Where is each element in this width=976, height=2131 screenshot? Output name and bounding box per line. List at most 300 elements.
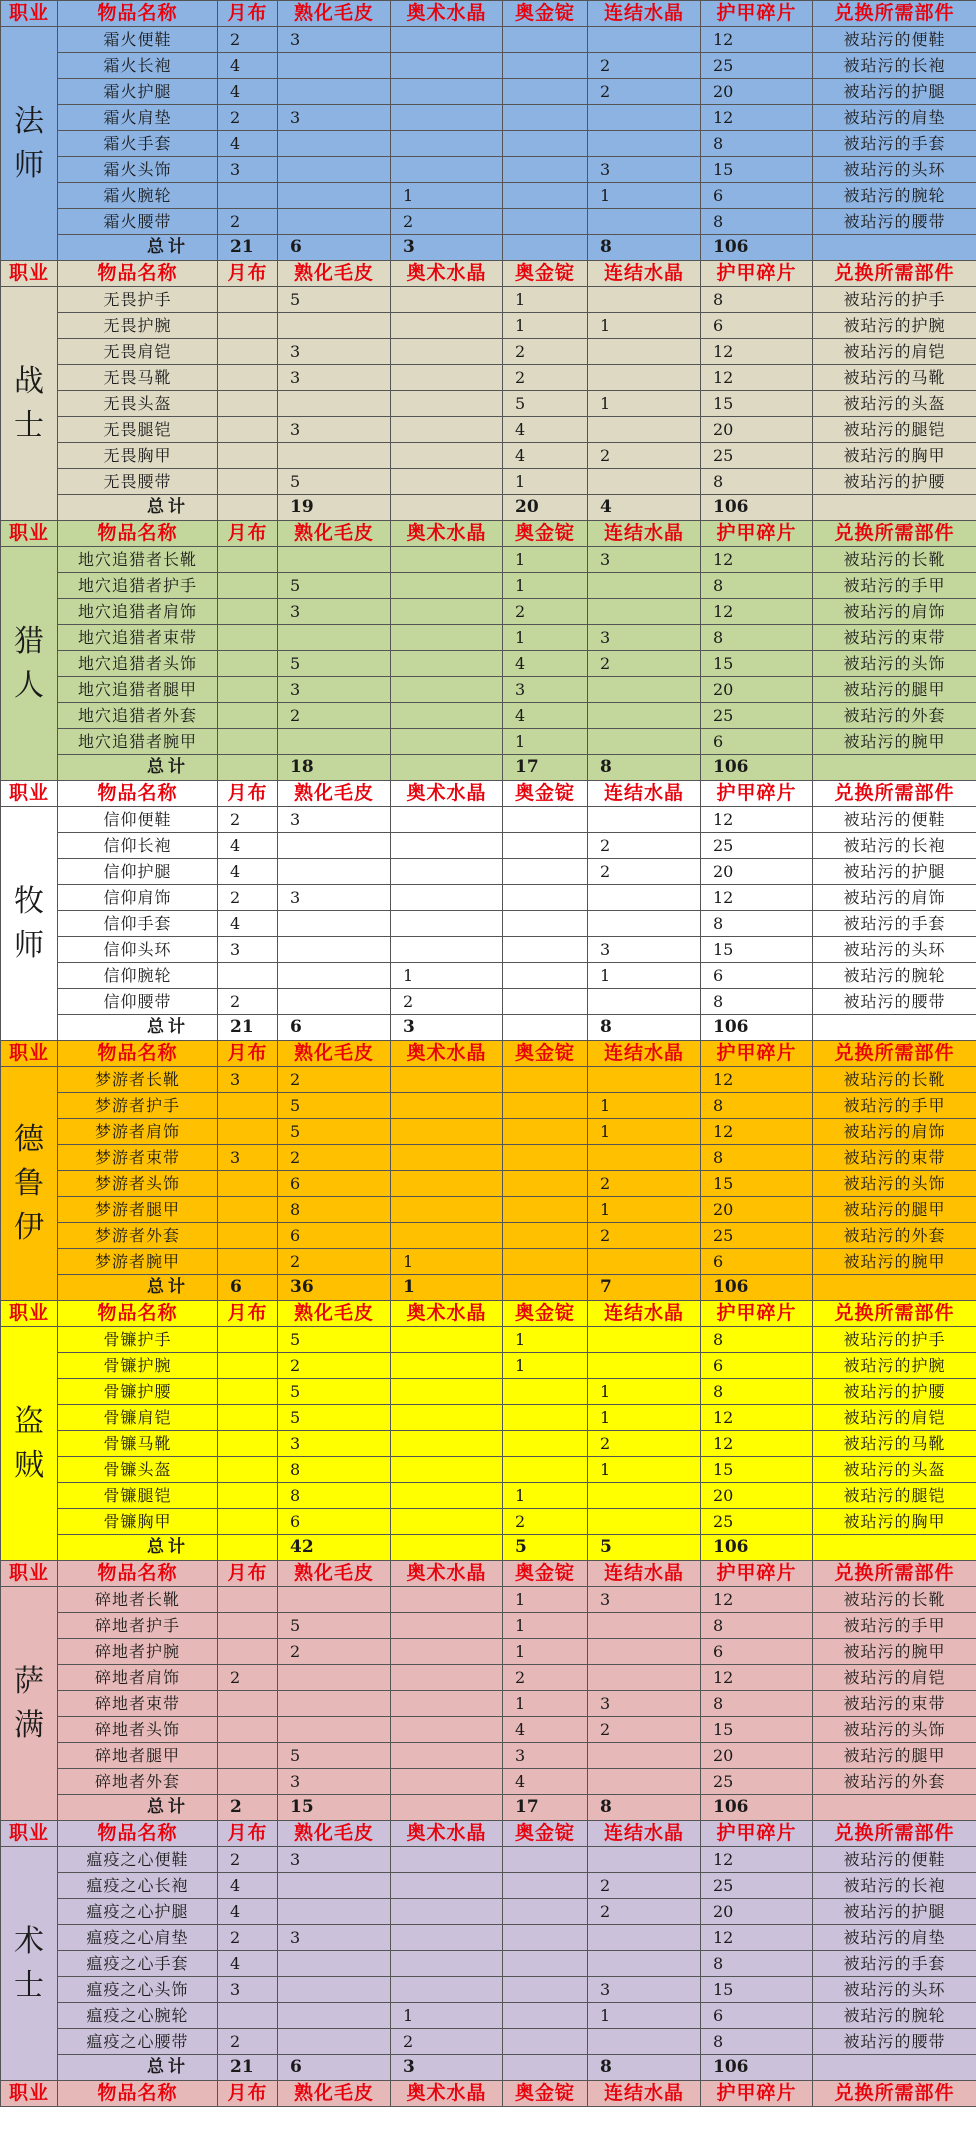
material-count: 5: [278, 1743, 391, 1769]
exchange-part: 被玷污的外套: [813, 1769, 976, 1795]
exchange-part: 被玷污的长袍: [813, 1873, 976, 1899]
exchange-part: 被玷污的腕甲: [813, 1249, 976, 1275]
material-count: [588, 105, 701, 131]
material-count: [588, 989, 701, 1015]
material-count: [218, 1171, 278, 1197]
item-name: 信仰手套: [58, 911, 218, 937]
material-count: [503, 911, 588, 937]
material-count: [588, 703, 701, 729]
total-value: [813, 1015, 976, 1041]
material-count: 2: [218, 27, 278, 53]
total-value: [391, 495, 503, 521]
material-count: [278, 911, 391, 937]
item-name: 霜火便鞋: [58, 27, 218, 53]
total-value: [813, 1535, 976, 1561]
material-count: 8: [278, 1483, 391, 1509]
material-count: [218, 365, 278, 391]
total-row: [1, 1275, 976, 1301]
material-count: 12: [701, 547, 813, 573]
material-count: 3: [218, 937, 278, 963]
material-count: [391, 1925, 503, 1951]
total-value: [391, 755, 503, 781]
exchange-part: 被玷污的手甲: [813, 1613, 976, 1639]
material-count: [391, 651, 503, 677]
header-arcanite-bar: 奥金锭: [503, 1, 588, 27]
header-job: 职业: [1, 1561, 58, 1587]
header-exchange-part: 兑换所需部件: [813, 521, 976, 547]
item-name: 地穴追猎者束带: [58, 625, 218, 651]
material-count: 1: [503, 287, 588, 313]
header-nexus-crystal: 连结水晶: [588, 2081, 701, 2107]
material-count: 1: [503, 1353, 588, 1379]
material-count: [391, 417, 503, 443]
total-value: 106: [701, 2055, 813, 2081]
material-count: 1: [391, 1249, 503, 1275]
material-count: [391, 937, 503, 963]
material-count: 6: [701, 313, 813, 339]
header-leather: 熟化毛皮: [278, 1, 391, 27]
material-count: 1: [588, 1457, 701, 1483]
total-label: 总计: [58, 235, 218, 261]
item-name: 霜火长袍: [58, 53, 218, 79]
material-count: [391, 105, 503, 131]
material-count: 15: [701, 1457, 813, 1483]
total-value: [391, 1795, 503, 1821]
total-value: [813, 2055, 976, 2081]
item-name: 碎地者护手: [58, 1613, 218, 1639]
material-count: [503, 1873, 588, 1899]
material-count: [218, 1457, 278, 1483]
item-name: 无畏腰带: [58, 469, 218, 495]
material-count: [391, 1171, 503, 1197]
material-count: [391, 1509, 503, 1535]
total-value: 19: [278, 495, 391, 521]
total-value: 17: [503, 755, 588, 781]
material-count: 8: [701, 1613, 813, 1639]
material-count: 3: [503, 1743, 588, 1769]
item-name: 无畏马靴: [58, 365, 218, 391]
item-name: 瘟疫之心便鞋: [58, 1847, 218, 1873]
material-count: [503, 1067, 588, 1093]
table-row: [1, 417, 976, 443]
total-value: [503, 1275, 588, 1301]
material-count: [391, 1457, 503, 1483]
material-count: 1: [503, 1483, 588, 1509]
material-count: [218, 677, 278, 703]
material-count: [588, 1847, 701, 1873]
table-row: [1, 209, 976, 235]
material-count: [391, 599, 503, 625]
material-count: [503, 53, 588, 79]
material-count: 3: [278, 677, 391, 703]
material-count: 8: [701, 1951, 813, 1977]
material-count: 15: [701, 1171, 813, 1197]
material-count: 1: [503, 1691, 588, 1717]
material-count: 12: [701, 365, 813, 391]
material-count: [503, 1925, 588, 1951]
material-count: 2: [391, 2029, 503, 2055]
material-count: [278, 989, 391, 1015]
header-moonweave: 月布: [218, 1561, 278, 1587]
header-item-name: 物品名称: [58, 1561, 218, 1587]
material-count: 1: [503, 1587, 588, 1613]
material-count: [588, 417, 701, 443]
total-row: [1, 235, 976, 261]
material-count: [278, 859, 391, 885]
material-count: 20: [701, 79, 813, 105]
material-count: 2: [588, 443, 701, 469]
material-count: [391, 1587, 503, 1613]
table-row: [1, 729, 976, 755]
material-count: 12: [701, 1587, 813, 1613]
total-value: 21: [218, 2055, 278, 2081]
material-count: [391, 1691, 503, 1717]
material-count: [588, 573, 701, 599]
item-name: 瘟疫之心肩垫: [58, 1925, 218, 1951]
material-count: 12: [701, 1925, 813, 1951]
material-count: [278, 833, 391, 859]
material-count: 1: [503, 573, 588, 599]
item-name: 霜火头饰: [58, 157, 218, 183]
material-count: [588, 365, 701, 391]
table-row: [1, 547, 976, 573]
material-count: 3: [278, 417, 391, 443]
table-row: [1, 573, 976, 599]
header-leather: 熟化毛皮: [278, 781, 391, 807]
material-count: [218, 1223, 278, 1249]
exchange-part: 被玷污的手套: [813, 911, 976, 937]
material-count: [218, 1769, 278, 1795]
material-count: [218, 1691, 278, 1717]
material-count: 2: [218, 1665, 278, 1691]
table-row: [1, 53, 976, 79]
material-count: 1: [588, 1405, 701, 1431]
item-name: 地穴追猎者腿甲: [58, 677, 218, 703]
total-value: 8: [588, 2055, 701, 2081]
job-name: 战士: [1, 287, 58, 521]
material-count: 20: [701, 859, 813, 885]
table-row: [1, 1951, 976, 1977]
material-count: 4: [218, 131, 278, 157]
material-count: [218, 339, 278, 365]
item-name: 地穴追猎者护手: [58, 573, 218, 599]
material-count: 3: [588, 937, 701, 963]
material-count: [391, 339, 503, 365]
material-count: [588, 911, 701, 937]
material-count: [218, 469, 278, 495]
total-value: [218, 1535, 278, 1561]
material-count: 3: [588, 547, 701, 573]
material-count: 4: [218, 859, 278, 885]
material-count: [503, 209, 588, 235]
material-count: 25: [701, 443, 813, 469]
material-count: [218, 1509, 278, 1535]
material-count: 4: [218, 833, 278, 859]
material-count: [218, 183, 278, 209]
item-name: 瘟疫之心手套: [58, 1951, 218, 1977]
material-count: [391, 859, 503, 885]
header-arcanite-bar: 奥金锭: [503, 261, 588, 287]
material-count: [588, 27, 701, 53]
material-count: 5: [278, 1327, 391, 1353]
material-count: [588, 2029, 701, 2055]
material-count: [503, 807, 588, 833]
material-count: [391, 1769, 503, 1795]
exchange-part: 被玷污的腕轮: [813, 2003, 976, 2029]
item-name: 信仰腰带: [58, 989, 218, 1015]
material-count: 5: [278, 469, 391, 495]
header-row: [1, 261, 976, 287]
total-value: 17: [503, 1795, 588, 1821]
total-value: 6: [278, 235, 391, 261]
material-count: 3: [218, 1067, 278, 1093]
table-row: [1, 1691, 976, 1717]
material-count: [218, 599, 278, 625]
exchange-part: 被玷污的头饰: [813, 1717, 976, 1743]
material-count: [278, 157, 391, 183]
item-name: 无畏头盔: [58, 391, 218, 417]
material-count: 25: [701, 1769, 813, 1795]
material-count: 2: [218, 2029, 278, 2055]
exchange-part: 被玷污的腕轮: [813, 963, 976, 989]
header-exchange-part: 兑换所需部件: [813, 2081, 976, 2107]
material-count: [391, 833, 503, 859]
material-count: [588, 287, 701, 313]
material-count: [588, 131, 701, 157]
total-label: 总计: [58, 1015, 218, 1041]
total-value: 21: [218, 1015, 278, 1041]
material-count: [503, 1171, 588, 1197]
table-row: [1, 625, 976, 651]
material-count: 12: [701, 27, 813, 53]
table-row: [1, 1509, 976, 1535]
material-count: [391, 1431, 503, 1457]
total-row: [1, 1535, 976, 1561]
header-nexus-crystal: 连结水晶: [588, 1301, 701, 1327]
header-arcane-crystal: 奥术水晶: [391, 1041, 503, 1067]
material-count: 8: [701, 1093, 813, 1119]
total-label: 总计: [58, 1795, 218, 1821]
item-name: 无畏护手: [58, 287, 218, 313]
material-count: [218, 2003, 278, 2029]
material-count: 3: [278, 1431, 391, 1457]
header-row: [1, 1821, 976, 1847]
total-value: [813, 755, 976, 781]
material-count: 8: [701, 911, 813, 937]
material-count: [278, 391, 391, 417]
table-row: [1, 599, 976, 625]
material-count: [503, 937, 588, 963]
material-count: [503, 79, 588, 105]
material-count: 2: [588, 651, 701, 677]
item-name: 骨镰头盔: [58, 1457, 218, 1483]
exchange-part: 被玷污的护腿: [813, 859, 976, 885]
item-name: 信仰肩饰: [58, 885, 218, 911]
material-count: 12: [701, 339, 813, 365]
material-count: [588, 1925, 701, 1951]
material-count: 5: [278, 1119, 391, 1145]
exchange-part: 被玷污的腰带: [813, 2029, 976, 2055]
exchange-part: 被玷污的肩饰: [813, 599, 976, 625]
material-count: 2: [278, 703, 391, 729]
item-name: 梦游者护手: [58, 1093, 218, 1119]
section-druid: [1, 1041, 976, 1301]
item-name: 碎地者束带: [58, 1691, 218, 1717]
material-count: 2: [588, 53, 701, 79]
material-count: [391, 157, 503, 183]
header-row: [1, 1, 976, 27]
material-count: 1: [588, 1119, 701, 1145]
total-value: 106: [701, 1535, 813, 1561]
table-row: [1, 1613, 976, 1639]
material-count: [588, 1743, 701, 1769]
material-count: [391, 27, 503, 53]
header-row: [1, 2081, 976, 2107]
total-value: 6: [278, 1015, 391, 1041]
exchange-part: 被玷污的头饰: [813, 651, 976, 677]
total-value: 21: [218, 235, 278, 261]
material-count: 6: [278, 1171, 391, 1197]
material-count: 8: [701, 469, 813, 495]
material-count: 15: [701, 1717, 813, 1743]
material-count: 4: [218, 1899, 278, 1925]
total-label: 总计: [58, 1275, 218, 1301]
material-count: [391, 53, 503, 79]
material-count: [278, 2029, 391, 2055]
material-count: [218, 963, 278, 989]
material-count: [391, 1379, 503, 1405]
header-exchange-part: 兑换所需部件: [813, 1301, 976, 1327]
material-count: [218, 313, 278, 339]
material-count: 4: [503, 417, 588, 443]
material-count: 1: [588, 183, 701, 209]
table-row: [1, 339, 976, 365]
material-count: 20: [701, 417, 813, 443]
header-armor-shard: 护甲碎片: [701, 1821, 813, 1847]
item-name: 碎地者腿甲: [58, 1743, 218, 1769]
material-count: 12: [701, 1119, 813, 1145]
material-count: 2: [503, 365, 588, 391]
material-count: 8: [278, 1457, 391, 1483]
material-count: [503, 1093, 588, 1119]
material-count: 3: [218, 1977, 278, 2003]
section-mage: [1, 1, 976, 261]
material-count: [503, 989, 588, 1015]
header-armor-shard: 护甲碎片: [701, 1301, 813, 1327]
material-count: [218, 1587, 278, 1613]
material-count: [588, 1665, 701, 1691]
table-row: [1, 1665, 976, 1691]
material-count: 5: [278, 651, 391, 677]
total-row: [1, 755, 976, 781]
material-count: [391, 573, 503, 599]
item-name: 地穴追猎者外套: [58, 703, 218, 729]
material-count: 3: [278, 339, 391, 365]
exchange-part: 被玷污的胸甲: [813, 1509, 976, 1535]
header-leather: 熟化毛皮: [278, 1301, 391, 1327]
table-row: [1, 859, 976, 885]
material-count: 20: [701, 1743, 813, 1769]
material-count: [588, 1769, 701, 1795]
material-count: [218, 1405, 278, 1431]
total-value: 4: [588, 495, 701, 521]
item-name: 信仰腕轮: [58, 963, 218, 989]
material-count: [391, 1899, 503, 1925]
header-item-name: 物品名称: [58, 1301, 218, 1327]
material-count: [391, 547, 503, 573]
material-count: [391, 1093, 503, 1119]
material-count: 6: [701, 1249, 813, 1275]
material-count: [503, 105, 588, 131]
table-row: [1, 1431, 976, 1457]
total-label: 总计: [58, 2055, 218, 2081]
material-count: [278, 2003, 391, 2029]
table-row: [1, 885, 976, 911]
total-value: 42: [278, 1535, 391, 1561]
material-count: [391, 1327, 503, 1353]
exchange-part: 被玷污的肩铠: [813, 339, 976, 365]
material-count: [278, 1587, 391, 1613]
total-value: 2: [218, 1795, 278, 1821]
material-count: 4: [218, 911, 278, 937]
material-count: 2: [588, 833, 701, 859]
material-count: [503, 885, 588, 911]
material-count: 15: [701, 157, 813, 183]
table-row: [1, 1405, 976, 1431]
item-name: 梦游者长靴: [58, 1067, 218, 1093]
material-count: 3: [218, 157, 278, 183]
total-value: 1: [391, 1275, 503, 1301]
table-row: [1, 1847, 976, 1873]
material-count: [218, 651, 278, 677]
material-count: [218, 1379, 278, 1405]
material-count: 20: [701, 1197, 813, 1223]
header-nexus-crystal: 连结水晶: [588, 521, 701, 547]
table-row: [1, 651, 976, 677]
header-nexus-crystal: 连结水晶: [588, 1821, 701, 1847]
item-name: 梦游者束带: [58, 1145, 218, 1171]
material-count: 5: [278, 1093, 391, 1119]
material-count: 1: [391, 183, 503, 209]
material-count: 15: [701, 937, 813, 963]
total-value: 106: [701, 1795, 813, 1821]
job-name: 法师: [1, 27, 58, 261]
material-count: 2: [588, 1431, 701, 1457]
material-count: [391, 313, 503, 339]
item-name: 碎地者肩饰: [58, 1665, 218, 1691]
material-count: 4: [503, 651, 588, 677]
item-name: 信仰长袍: [58, 833, 218, 859]
total-value: 6: [218, 1275, 278, 1301]
material-count: 3: [588, 1691, 701, 1717]
exchange-part: 被玷污的手套: [813, 131, 976, 157]
table-row: [1, 1457, 976, 1483]
material-count: [503, 1847, 588, 1873]
material-count: 2: [503, 1665, 588, 1691]
total-value: 15: [278, 1795, 391, 1821]
exchange-part: 被玷污的便鞋: [813, 1847, 976, 1873]
material-count: 25: [701, 1223, 813, 1249]
exchange-part: 被玷污的护手: [813, 1327, 976, 1353]
material-count: 4: [218, 1951, 278, 1977]
material-count: 6: [701, 729, 813, 755]
material-count: [218, 417, 278, 443]
material-count: 4: [218, 1873, 278, 1899]
material-count: 15: [701, 391, 813, 417]
total-value: [218, 495, 278, 521]
table-row: [1, 1483, 976, 1509]
material-count: 25: [701, 703, 813, 729]
